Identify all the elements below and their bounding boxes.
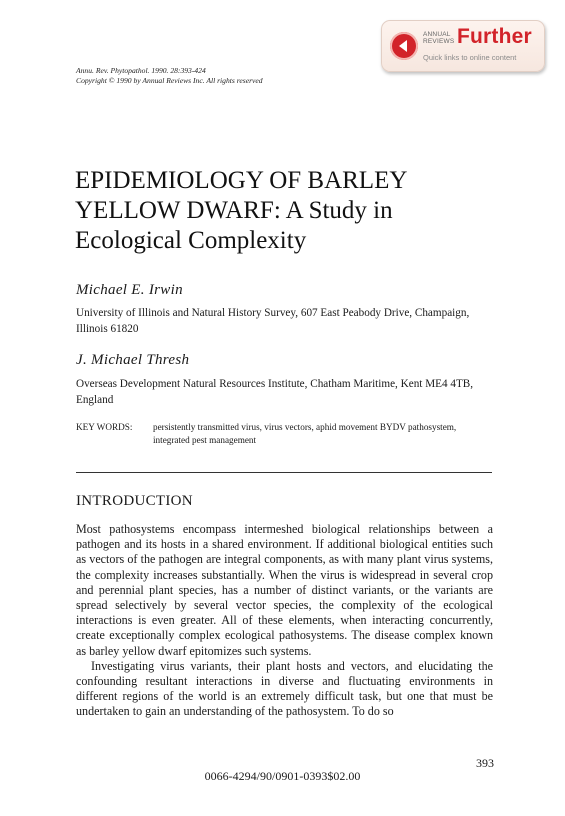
further-banner-button[interactable] — [381, 20, 545, 72]
section-heading: INTRODUCTION — [76, 493, 193, 509]
section-divider — [76, 472, 492, 473]
author-affiliation: University of Illinois and Natural History Survey, 607 East Peabody Drive, Champaign, Illinois 61820 — [76, 307, 470, 335]
back-arrow-icon — [390, 32, 418, 60]
author-name: J. Michael Thresh — [76, 352, 190, 368]
title-line: EPIDEMIOLOGY OF BARLEY — [75, 167, 408, 194]
annual-reviews-logo: ANNUAL REVIEWS — [423, 31, 455, 45]
citation-block — [76, 66, 263, 86]
paragraph: Most pathosystems encompass intermeshed biological relationships between a pathogen and its hosts in a shared environment. If additional biological entities such as vectors of the pathogen are integral components, as with many plant virus systems, the complexity increases substantially. When the virus is widespread in several crop and perennial plant species, has a number of distinct variants, or the variants are spread selectively by several vector species, the complexity of the ecological interactions is even greater. All of these elements, when interacting concurrently, create exceptionally complex ecological pathosystems. The disease complex known as barley yellow dwarf epitomizes such systems. — [76, 522, 493, 658]
paragraph: Investigating virus variants, their plant hosts and vectors, and elucidating the confounding resultant interactions in diverse and fluctuating environments in different regions of the world is an extremely difficult task, but one that must be undertaken to gain an understanding of the pathosystem. To do so — [76, 658, 493, 719]
author-name: Michael E. Irwin — [76, 282, 183, 298]
journal-citation: Annu. Rev. Phytopathol. 1990. 28:393-424 — [76, 66, 206, 75]
further-subtitle: Quick links to online content — [423, 53, 517, 62]
article-title — [75, 166, 495, 256]
copyright-notice: Copyright © 1990 by Annual Reviews Inc. All rights reserved — [76, 76, 263, 85]
keywords-text: persistently transmitted virus, virus vectors, aphid movement BYDV pathosystem, integrated pest management — [153, 422, 457, 445]
further-label: Further — [457, 25, 532, 48]
title-line: Ecological Complexity — [75, 227, 307, 254]
page-number: 393 — [476, 756, 494, 770]
title-line: YELLOW DWARF: A Study in — [75, 197, 393, 224]
footer-code: 0066-4294/90/0901-0393$02.00 — [204, 769, 361, 783]
body-text — [76, 522, 493, 720]
keywords-label: KEY WORDS: — [76, 422, 133, 432]
author-affiliation: Overseas Development Natural Resources Institute, Chatham Maritime, Kent ME4 4TB, England — [76, 378, 474, 406]
